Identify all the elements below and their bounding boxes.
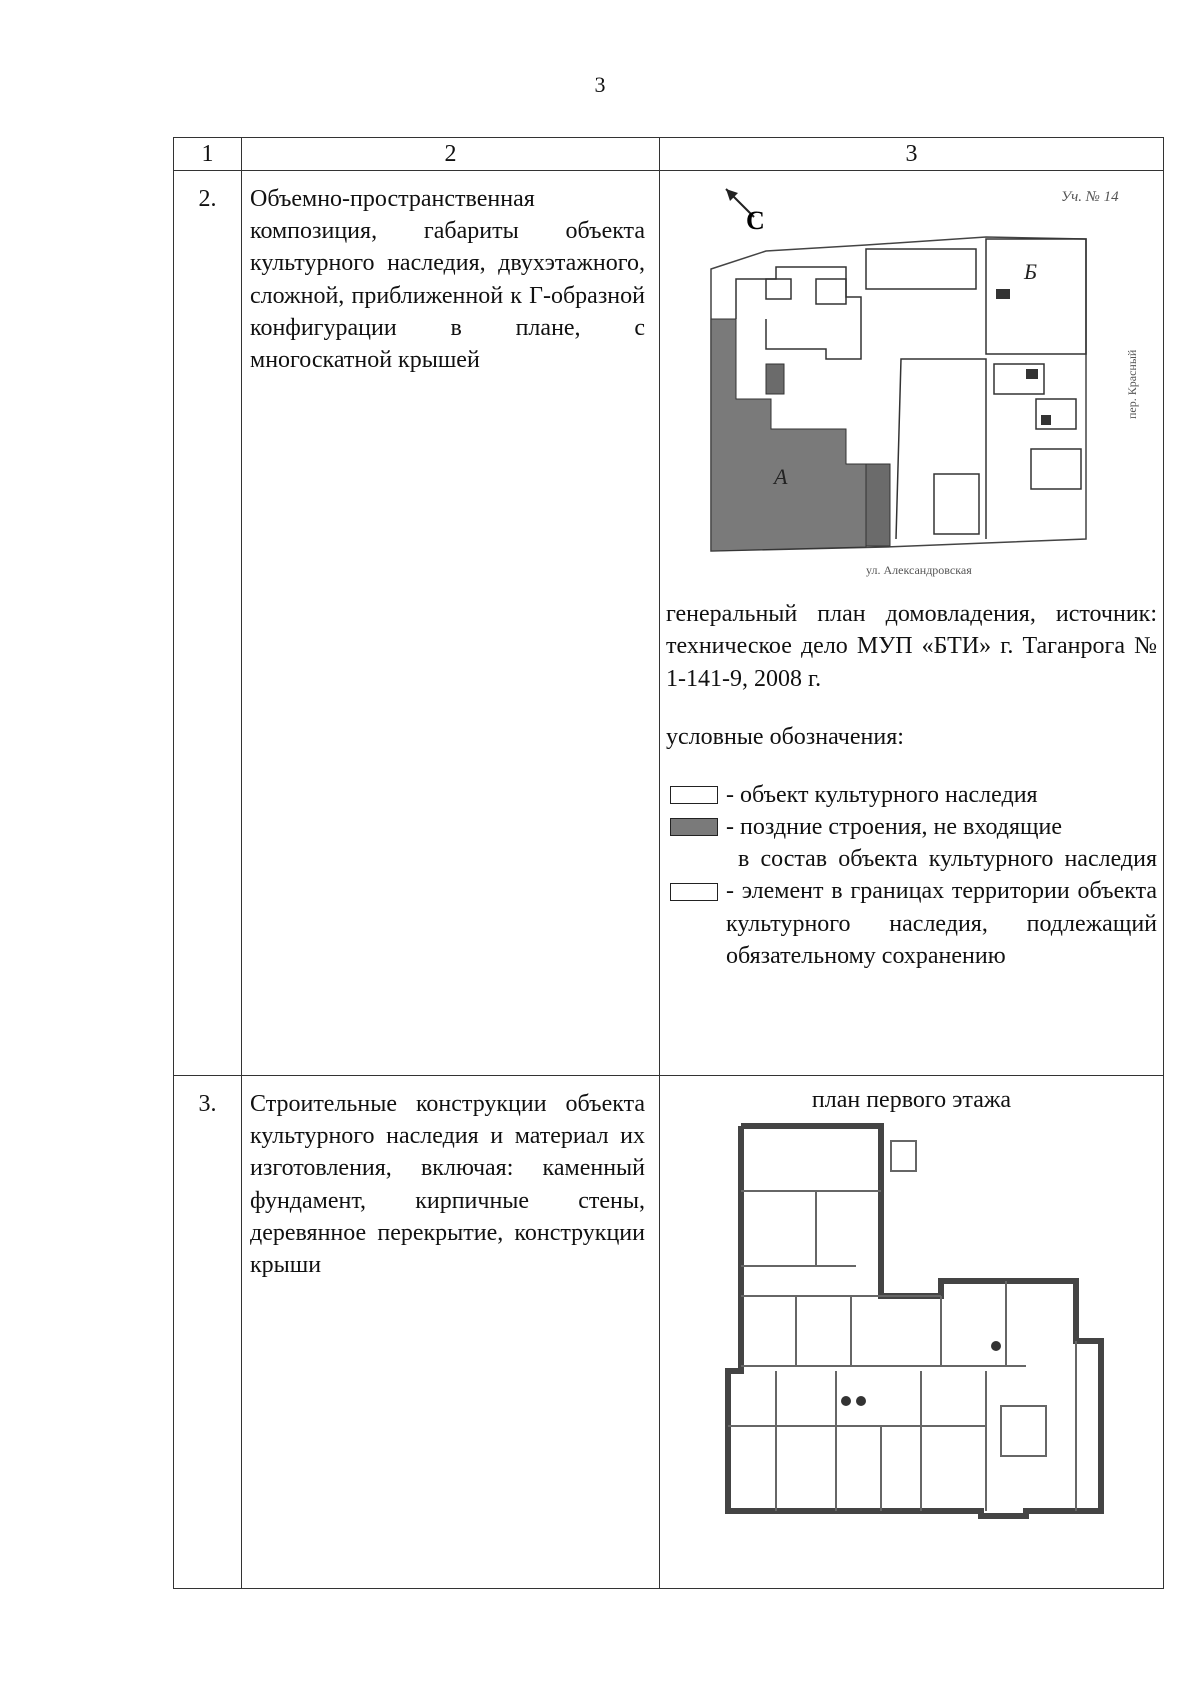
heritage-table (173, 137, 1164, 1589)
legend-item-heritage (666, 779, 1157, 811)
north-label: С (746, 206, 765, 236)
late-building-block (711, 319, 866, 551)
late-building-small (766, 364, 784, 394)
north-arrow-icon (726, 189, 765, 235)
legend-label: - объект культурного наследия (726, 781, 1038, 808)
illustration-cell (660, 171, 1164, 1076)
legend-swatch-element (670, 883, 718, 901)
row-description: Объемно-пространственная композиция, габариты объекта культурного наследия, двухэтажного, сложной, приближенной к Г-образной конфигурации в плане, с многоскатной крышей (242, 171, 660, 1076)
building-letter: А (774, 464, 788, 490)
legend-label-continued: в состав объекта культурного наследия (738, 846, 1157, 873)
site-plan-caption: генеральный план домовладения, источник: техническое дело МУП «БТИ» г. Таганрога № 1-141-9, 2008 г. (666, 601, 1157, 692)
floor-plan-walls (728, 1126, 1101, 1516)
header-col-1: 1 (174, 138, 242, 171)
legend-label: - элемент в границах территории объекта культурного наследия, подлежащий обязательному сохранению (726, 878, 1157, 969)
header-row (174, 138, 1164, 171)
page-number: 3 (594, 72, 606, 97)
building-letter: Б (1024, 259, 1037, 285)
site-plan-image (666, 179, 1156, 589)
legend-swatch-late (670, 818, 718, 836)
section-label: Уч. № 14 (1061, 189, 1119, 206)
row-number: 2. (174, 171, 242, 1076)
illustration-cell (660, 1076, 1164, 1589)
legend-item-element (666, 875, 1157, 971)
legend-swatch-heritage (670, 786, 718, 804)
floor-plan-partitions (728, 1141, 1076, 1511)
floor-plan-caption: план первого этажа (811, 1087, 1012, 1114)
table-row (174, 1076, 1164, 1589)
table-row (174, 171, 1164, 1076)
row-description: Строительные конструкции объекта культурного наследия и материал их изготовления, включая: каменный фундамент, кирпичные стены, деревянное перекрытие, конструкции крыши (242, 1076, 660, 1589)
floor-plan-image (666, 1116, 1156, 1556)
header-col-2: 2 (242, 138, 660, 171)
lane-label: пер. Красный (1125, 349, 1139, 420)
header-col-3: 3 (660, 138, 1164, 171)
legend-title: условные обозначения: (666, 723, 904, 750)
row-number: 3. (174, 1076, 242, 1589)
legend-label: - поздние строения, не входящие (726, 814, 1062, 841)
late-building-small (866, 464, 890, 546)
legend-item-late (666, 811, 1157, 843)
street-label: ул. Александровская (866, 563, 972, 578)
